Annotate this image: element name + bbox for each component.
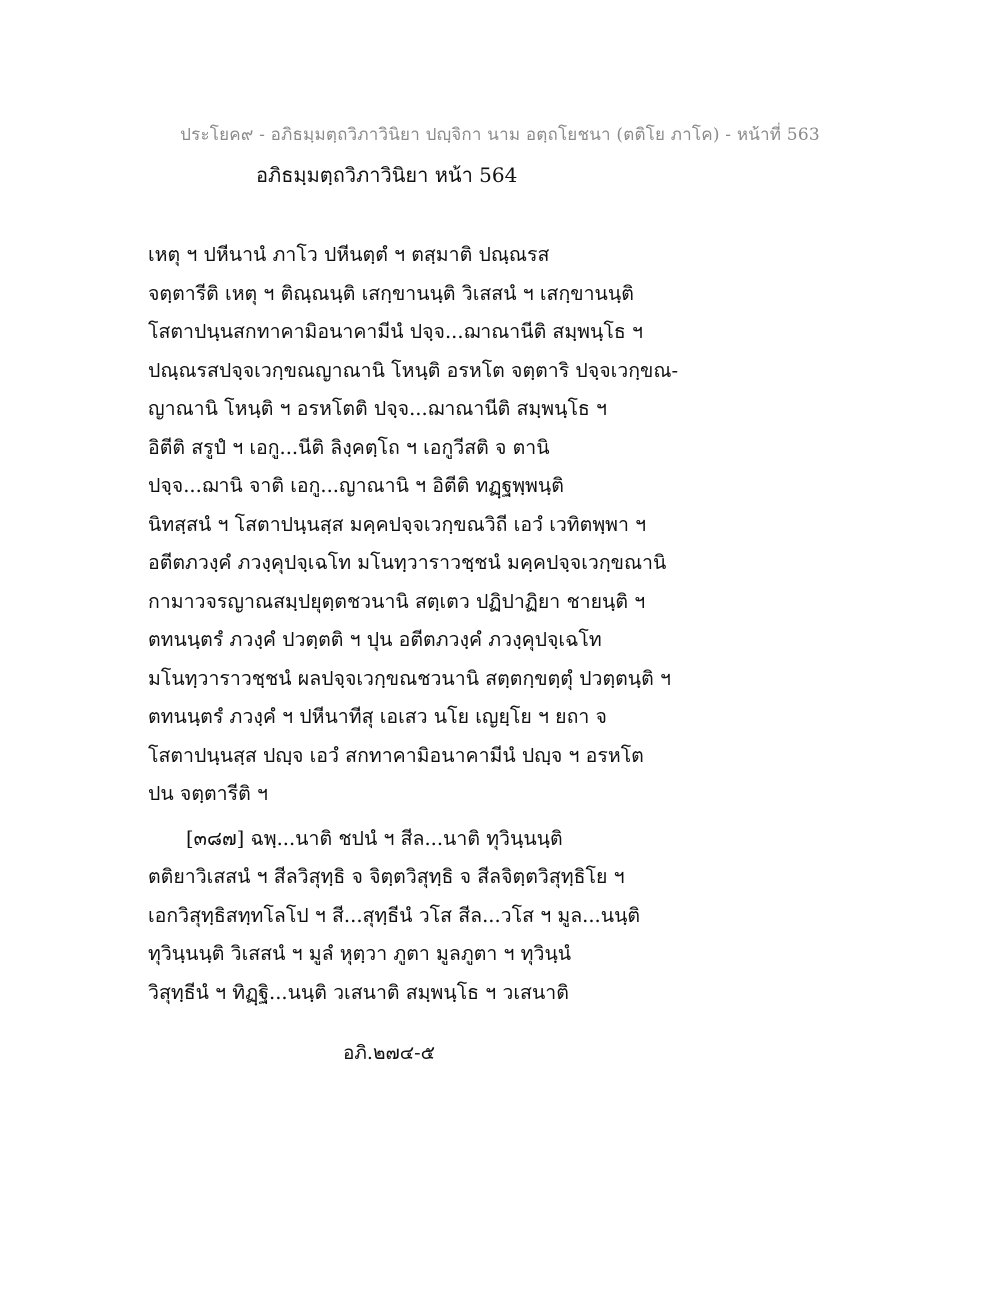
paragraph-1 <box>148 236 868 814</box>
running-header: ประโยค๙ - อภิธมฺมตฺถวิภาวินิยา ปญฺจิกา นาม อตฺถโยชนา (ตติโย ภาโค) - หน้าที่ 563 <box>180 125 820 145</box>
text-line: ปจฺจ...ฌานิ จาติ เอกู...ญาณานิ ฯ อิตีติ ทฏฺฐพฺพนฺติ <box>148 474 564 497</box>
text-line: ทุวินฺนนฺติ วิเสสนํ ฯ มูลํ หุตฺวา ภูตา มูลภูตา ฯ ทุวินฺนํ <box>148 942 572 965</box>
text-line: ตทนนฺตรํ ภวงฺคํ ปวตฺตติ ฯ ปุน อตีตภวงฺคํ ภวงฺคุปจฺเฉโท <box>148 628 602 651</box>
text-line: อิตีติ สรูปํ ฯ เอกู...นีติ ลิงฺคตฺโถ ฯ เอกูวีสติ จ ตานิ <box>148 435 550 459</box>
text-line: มโนทฺวาราวชฺชนํ ผลปจฺจเวกฺขณชวนานิ สตฺตกฺขตฺตุํ ปวตฺตนฺติ ฯ <box>148 666 671 690</box>
text-line: อตีตภวงฺคํ ภวงฺคุปจฺเฉโท มโนทฺวาราวชฺชนํ มคฺคปจฺจเวกฺขณานิ <box>148 551 667 574</box>
text-line: ตทนนฺตรํ ภวงฺคํ ฯ ปหีนาทีสุ เอเสว นโย เญยฺโย ฯ ยถา จ <box>148 705 607 728</box>
text-line: ปน จตฺตารีติ ฯ <box>148 782 268 805</box>
text-line: โสตาปนฺนสฺส ปญฺจ เอวํ สกทาคามิอนาคามีนํ ปญฺจ ฯ อรหโต <box>148 743 644 767</box>
text-line: วิสุทฺธีนํ ฯ ทิฏฺฐิ...นนฺติ วเสนาติ สมฺพนฺโธ ฯ วเสนาติ <box>148 980 569 1004</box>
footer-reference: อภิ.๒๗๔-๕ <box>343 1042 435 1064</box>
text-line: นิทสฺสนํ ฯ โสตาปนฺนสฺส มคฺคปจฺจเวกฺขณวิถี เอวํ เวทิตพฺพา ฯ <box>148 512 647 536</box>
text-line: ปณฺณรสปจฺจเวกฺขณญาณานิ โหนฺติ อรหโต จตฺตาริ ปจฺจเวกฺขณ- <box>148 358 679 382</box>
text-line: ญาณานิ โหนฺติ ฯ อรหโตติ ปจฺจ...ฌาณานีติ สมฺพนฺโธ ฯ <box>148 397 607 420</box>
page-title: อภิธมฺมตฺถวิภาวินิยา หน้า 564 <box>256 163 518 187</box>
text-line: ตติยาวิเสสนํ ฯ สีลวิสุทฺธิ จ จิตฺตวิสุทฺธิ จ สีลจิตฺตวิสุทฺธิโย ฯ <box>148 865 625 888</box>
text-line: [๓๘๗] ฉพฺ...นาติ ชปนํ ฯ สีล...นาติ ทุวินฺนนฺติ <box>186 826 563 850</box>
text-line: โสตาปนฺนสกทาคามิอนาคามีนํ ปจฺจ...ฌาณานีติ สมฺพนฺโธ ฯ <box>148 320 643 343</box>
text-line: จตฺตารีติ เหตุ ฯ ติณฺณนฺติ เสกฺขานนฺติ วิเสสนํ ฯ เสกฺขานนฺติ <box>148 281 634 305</box>
text-line: เหตุ ฯ ปหีนานํ ภาโว ปหีนตฺตํ ฯ ตสฺมาติ ปณฺณรส <box>148 243 550 266</box>
text-line: เอกวิสุทฺธิสทฺทโลโป ฯ สี...สุทฺธีนํ วโส สีล...วโส ฯ มูล...นนฺติ <box>148 903 641 927</box>
body-text <box>148 236 868 1012</box>
text-line: กามาวจรญาณสมฺปยุตฺตชวนานิ สตฺเตว ปฏิปาฏิยา ชายนฺติ ฯ <box>148 589 646 613</box>
paragraph-2 <box>148 820 868 1013</box>
